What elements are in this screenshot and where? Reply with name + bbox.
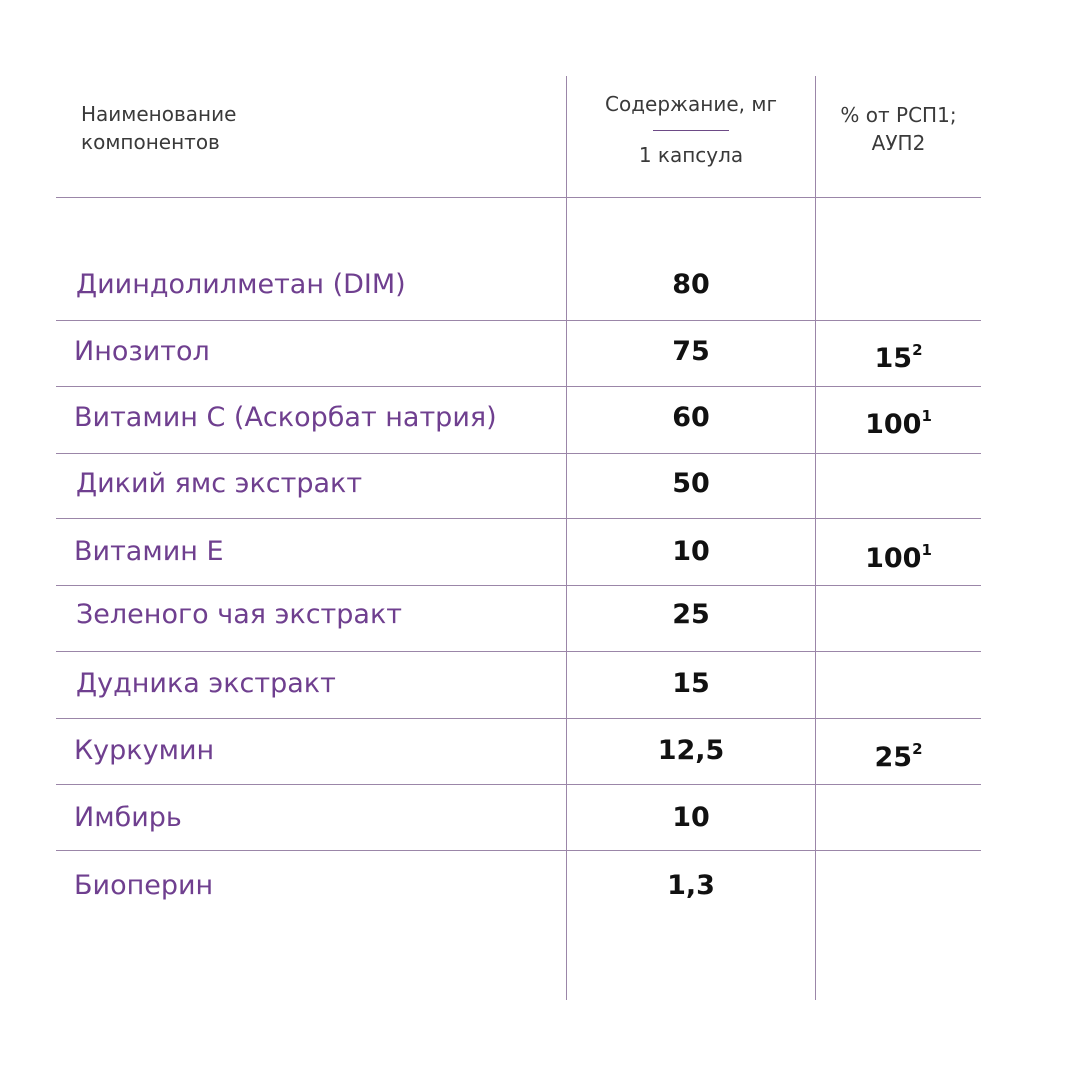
table-row: [56, 519, 981, 585]
component-name: Дииндолилметан (DIM): [76, 269, 406, 300]
table-row: [56, 385, 981, 451]
component-amount: 25: [672, 599, 710, 630]
component-amount: 1,3: [667, 870, 715, 901]
component-name: Инозитол: [74, 336, 210, 367]
table-row: [56, 451, 981, 517]
header-content-line1: Содержание, мг: [605, 92, 777, 116]
component-name: Куркумин: [74, 735, 215, 766]
header-rule: [56, 197, 981, 198]
header-content-line2: 1 капсула: [638, 143, 744, 167]
percent-footnote: 1: [921, 407, 932, 425]
header-percent-line2: АУП2: [871, 131, 926, 155]
table-row: [56, 651, 981, 717]
percent-footnote: 1: [921, 541, 932, 559]
header-percent: [816, 101, 981, 157]
component-percent: [816, 785, 981, 851]
percent-value: 15: [874, 343, 913, 374]
percent-value: 25: [874, 742, 913, 773]
component-percent: [816, 319, 981, 385]
component-amount: 60: [672, 402, 710, 433]
header-percent-line1: % от РСП1;: [840, 103, 957, 127]
component-amount: 75: [672, 336, 710, 367]
component-percent: [816, 519, 981, 585]
percent-value: 100: [865, 543, 922, 574]
component-name: Зеленого чая экстракт: [76, 599, 402, 630]
header-fraction-bar: [653, 130, 729, 131]
percent-value: 100: [865, 409, 922, 440]
component-name: Имбирь: [74, 802, 182, 833]
table-row: [56, 319, 981, 385]
component-percent: [816, 582, 981, 648]
percent-footnote: 2: [912, 740, 923, 758]
table-row: [56, 785, 981, 851]
component-amount: 15: [672, 668, 710, 699]
percent-footnote: 2: [912, 341, 923, 359]
component-percent: [816, 718, 981, 784]
component-amount: 80: [672, 269, 710, 300]
component-percent: [816, 853, 981, 919]
header-name-line1: Наименование: [81, 102, 237, 126]
component-amount: 12,5: [657, 735, 725, 766]
header-name-line2: компонентов: [81, 130, 220, 154]
table-row: [56, 853, 981, 919]
component-name: Дудника экстракт: [76, 668, 336, 699]
component-name: Дикий ямс экстракт: [76, 468, 363, 499]
component-percent: [816, 385, 981, 451]
component-amount: 10: [672, 536, 710, 567]
component-name: Витамин С (Аскорбат натрия): [74, 402, 497, 433]
component-name: Биоперин: [74, 870, 214, 901]
component-percent: [816, 651, 981, 717]
component-amount: 50: [672, 468, 710, 499]
table-row: [56, 582, 981, 648]
component-name: Витамин Е: [74, 536, 224, 567]
component-percent: [816, 252, 981, 318]
table-row: [56, 718, 981, 784]
header-name: [81, 100, 341, 156]
table-row: [56, 252, 981, 318]
component-amount: 10: [672, 802, 710, 833]
header-content: [567, 90, 815, 169]
component-percent: [816, 451, 981, 517]
